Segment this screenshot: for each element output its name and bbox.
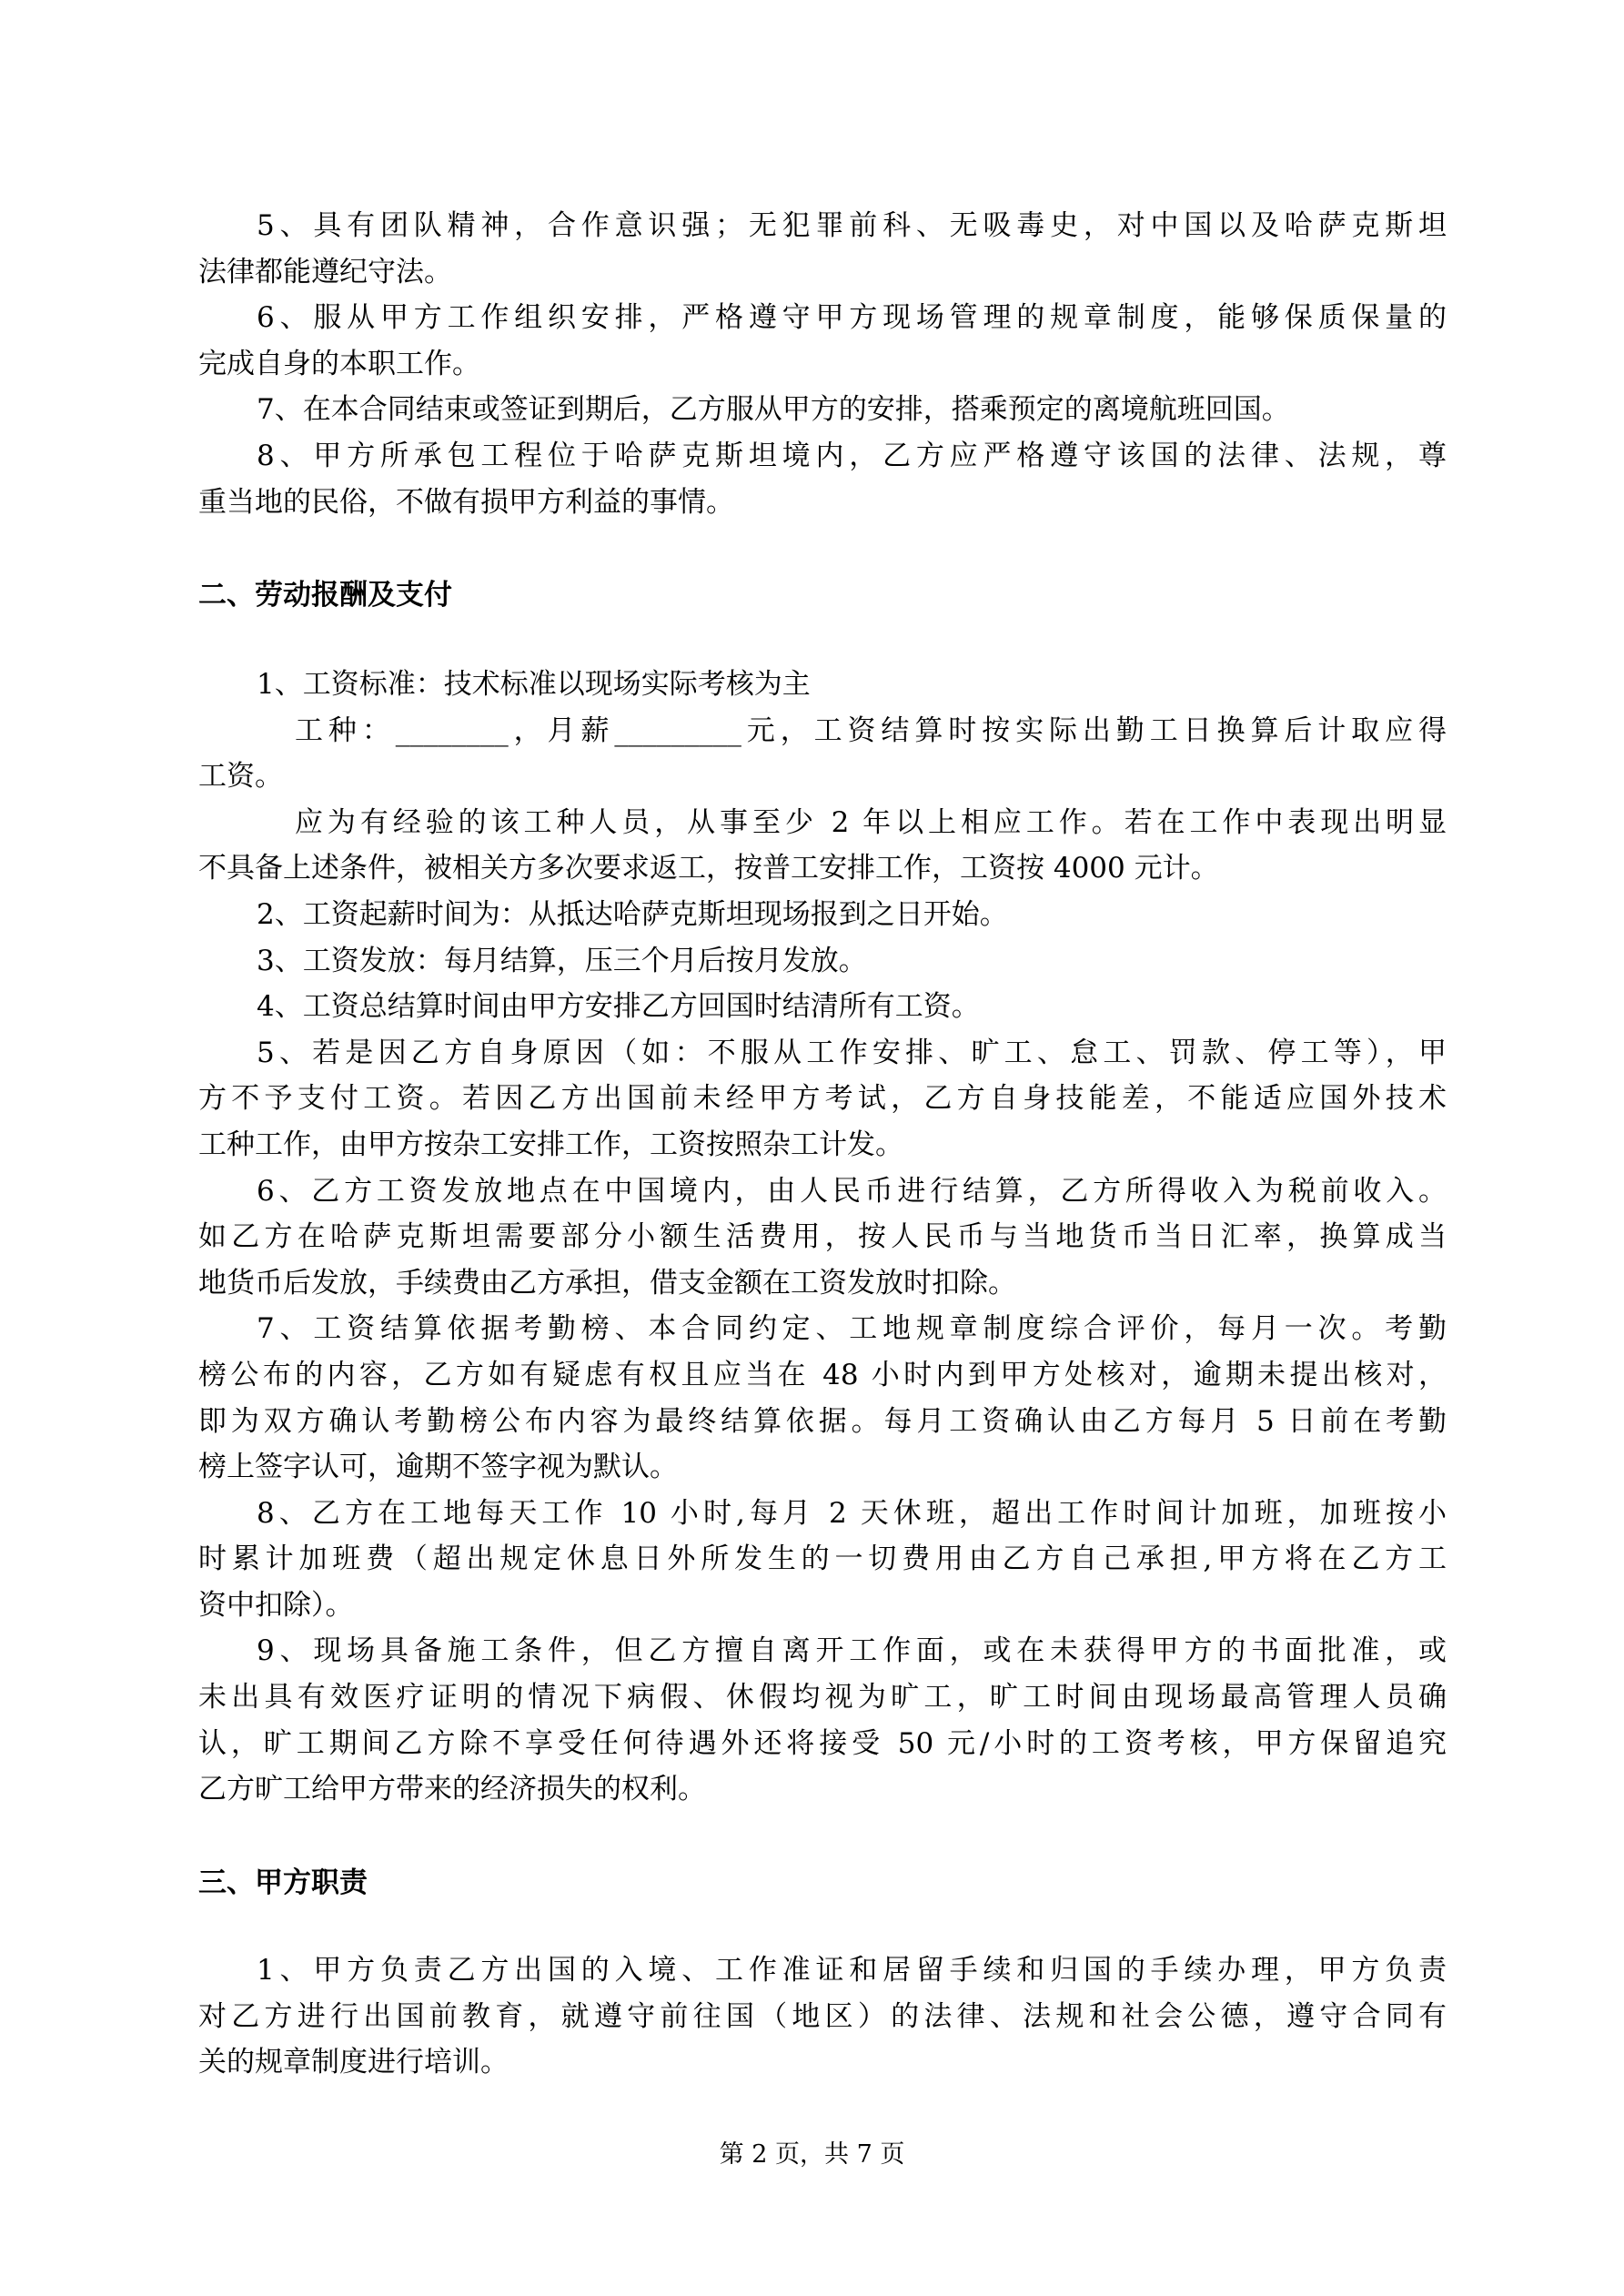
paragraph [198, 984, 1447, 1030]
paragraph-line: 未出具有效医疗证明的情况下病假、休假均视为旷工，旷工时间由现场最高管理人员确 [198, 1681, 1447, 1714]
paragraph-line: 方不予支付工资。若因乙方出国前未经甲方考试，乙方自身技能差，不能适应国外技术 [198, 1082, 1447, 1116]
paragraph [198, 800, 1447, 892]
paragraph-line: 榜公布的内容，乙方如有疑虑有权且应当在 48 小时内到甲方处核对，逾期未提出核对， [198, 1358, 1447, 1391]
section-2-body [198, 662, 1447, 1813]
paragraph [198, 295, 1447, 387]
paragraph-line: 对乙方进行出国前教育，就遵守前往国（地区）的法律、法规和社会公德，遵守合同有 [198, 1999, 1447, 2033]
paragraph-line: 8、甲方所承包工程位于哈萨克斯坦境内，乙方应严格遵守该国的法律、法规，尊 [257, 439, 1447, 472]
paragraph-line: 6、服从甲方工作组织安排，严格遵守甲方现场管理的规章制度，能够保质保量的 [257, 301, 1447, 335]
page-footer: 第 2 页，共 7 页 [719, 2140, 905, 2169]
paragraph [198, 1947, 1447, 2086]
paragraph-line: 1、甲方负责乙方出国的入境、工作准证和居留手续和归国的手续办理，甲方负责 [257, 1954, 1447, 1987]
section-3-body [198, 1947, 1447, 2086]
paragraph-line: 乙方旷工给甲方带来的经济损失的权利。 [198, 1773, 706, 1806]
paragraph-line: 资中扣除）。 [198, 1588, 354, 1622]
paragraph [198, 662, 1447, 708]
paragraph-line: 地货币后发放，手续费由乙方承担，借支金额在工资发放时扣除。 [198, 1266, 1016, 1300]
paragraph-line: 不具备上述条件，被相关方多次要求返工，按普工安排工作，工资按 4000 元计。 [198, 852, 1219, 885]
section-1-body [198, 203, 1447, 525]
paragraph-line: 工资。 [198, 760, 283, 794]
paragraph [198, 708, 1447, 800]
paragraph-line: 4、工资总结算时间由甲方安排乙方回国时结清所有工资。 [257, 990, 980, 1024]
paragraph-line: 如乙方在哈萨克斯坦需要部分小额生活费用，按人民币与当地货币当日汇率，换算成当 [198, 1220, 1447, 1254]
paragraph-line: 5、若是因乙方自身原因（如：不服从工作安排、旷工、怠工、罚款、停工等），甲 [257, 1036, 1447, 1069]
paragraph-line: 应为有经验的该工种人员，从事至少 2 年以上相应工作。若在工作中表现出明显 [295, 805, 1447, 839]
paragraph [198, 1306, 1447, 1490]
paragraph [198, 433, 1447, 525]
paragraph-line: 1、工资标准：技术标准以现场实际考核为主 [257, 668, 811, 701]
paragraph [198, 1491, 1447, 1629]
paragraph-line: 即为双方确认考勤榜公布内容为最终结算依据。每月工资确认由乙方每月 5 日前在考勤 [198, 1404, 1447, 1438]
paragraph-line: 5、具有团队精神，合作意识强；无犯罪前科、无吸毒史，对中国以及哈萨克斯坦 [257, 209, 1447, 242]
paragraph-line: 工种工作，由甲方按杂工安排工作，工资按照杂工计发。 [198, 1128, 903, 1161]
paragraph-line: 8、乙方在工地每天工作 10 小时,每月 2 天休班，超出工作时间计加班，加班按小 [257, 1496, 1447, 1530]
paragraph-line: 关的规章制度进行培训。 [198, 2046, 509, 2079]
paragraph-line: 法律都能遵纪守法。 [198, 255, 452, 288]
paragraph-line: 时累计加班费（超出规定休息日外所发生的一切费用由乙方自己承担,甲方将在乙方工 [198, 1542, 1447, 1576]
section-heading-party-a-duties: 三、甲方职责 [198, 1866, 368, 1899]
section-heading-remuneration: 二、劳动报酬及支付 [198, 579, 452, 612]
paragraph [198, 1168, 1447, 1307]
paragraph-line: 完成自身的本职工作。 [198, 347, 480, 380]
paragraph-line: 榜上签字认可，逾期不签字视为默认。 [198, 1451, 678, 1484]
paragraph [198, 1628, 1447, 1812]
paragraph-line: 工种：________，月薪_________元，工资结算时按实际出勤工日换算后计取应得 [295, 713, 1447, 747]
paragraph-line: 7、在本合同结束或签证到期后，乙方服从甲方的安排，搭乘预定的离境航班回国。 [257, 393, 1290, 427]
paragraph-line: 认，旷工期间乙方除不享受任何待遇外还将接受 50 元/小时的工资考核，甲方保留追究 [198, 1726, 1447, 1760]
paragraph [198, 1030, 1447, 1168]
paragraph [198, 938, 1447, 985]
paragraph-line: 6、乙方工资发放地点在中国境内，由人民币进行结算，乙方所得收入为税前收入。 [257, 1174, 1447, 1208]
paragraph [198, 892, 1447, 938]
paragraph-line: 7、工资结算依据考勤榜、本合同约定、工地规章制度综合评价，每月一次。考勤 [257, 1312, 1447, 1346]
paragraph [198, 387, 1447, 433]
paragraph-line: 2、工资起薪时间为：从抵达哈萨克斯坦现场报到之日开始。 [257, 897, 1008, 931]
paragraph-line: 9、现场具备施工条件，但乙方擅自离开工作面，或在未获得甲方的书面批准，或 [257, 1634, 1447, 1668]
paragraph [198, 203, 1447, 295]
paragraph-line: 重当地的民俗，不做有损甲方利益的事情。 [198, 485, 734, 519]
paragraph-line: 3、工资发放：每月结算，压三个月后按月发放。 [257, 944, 867, 977]
